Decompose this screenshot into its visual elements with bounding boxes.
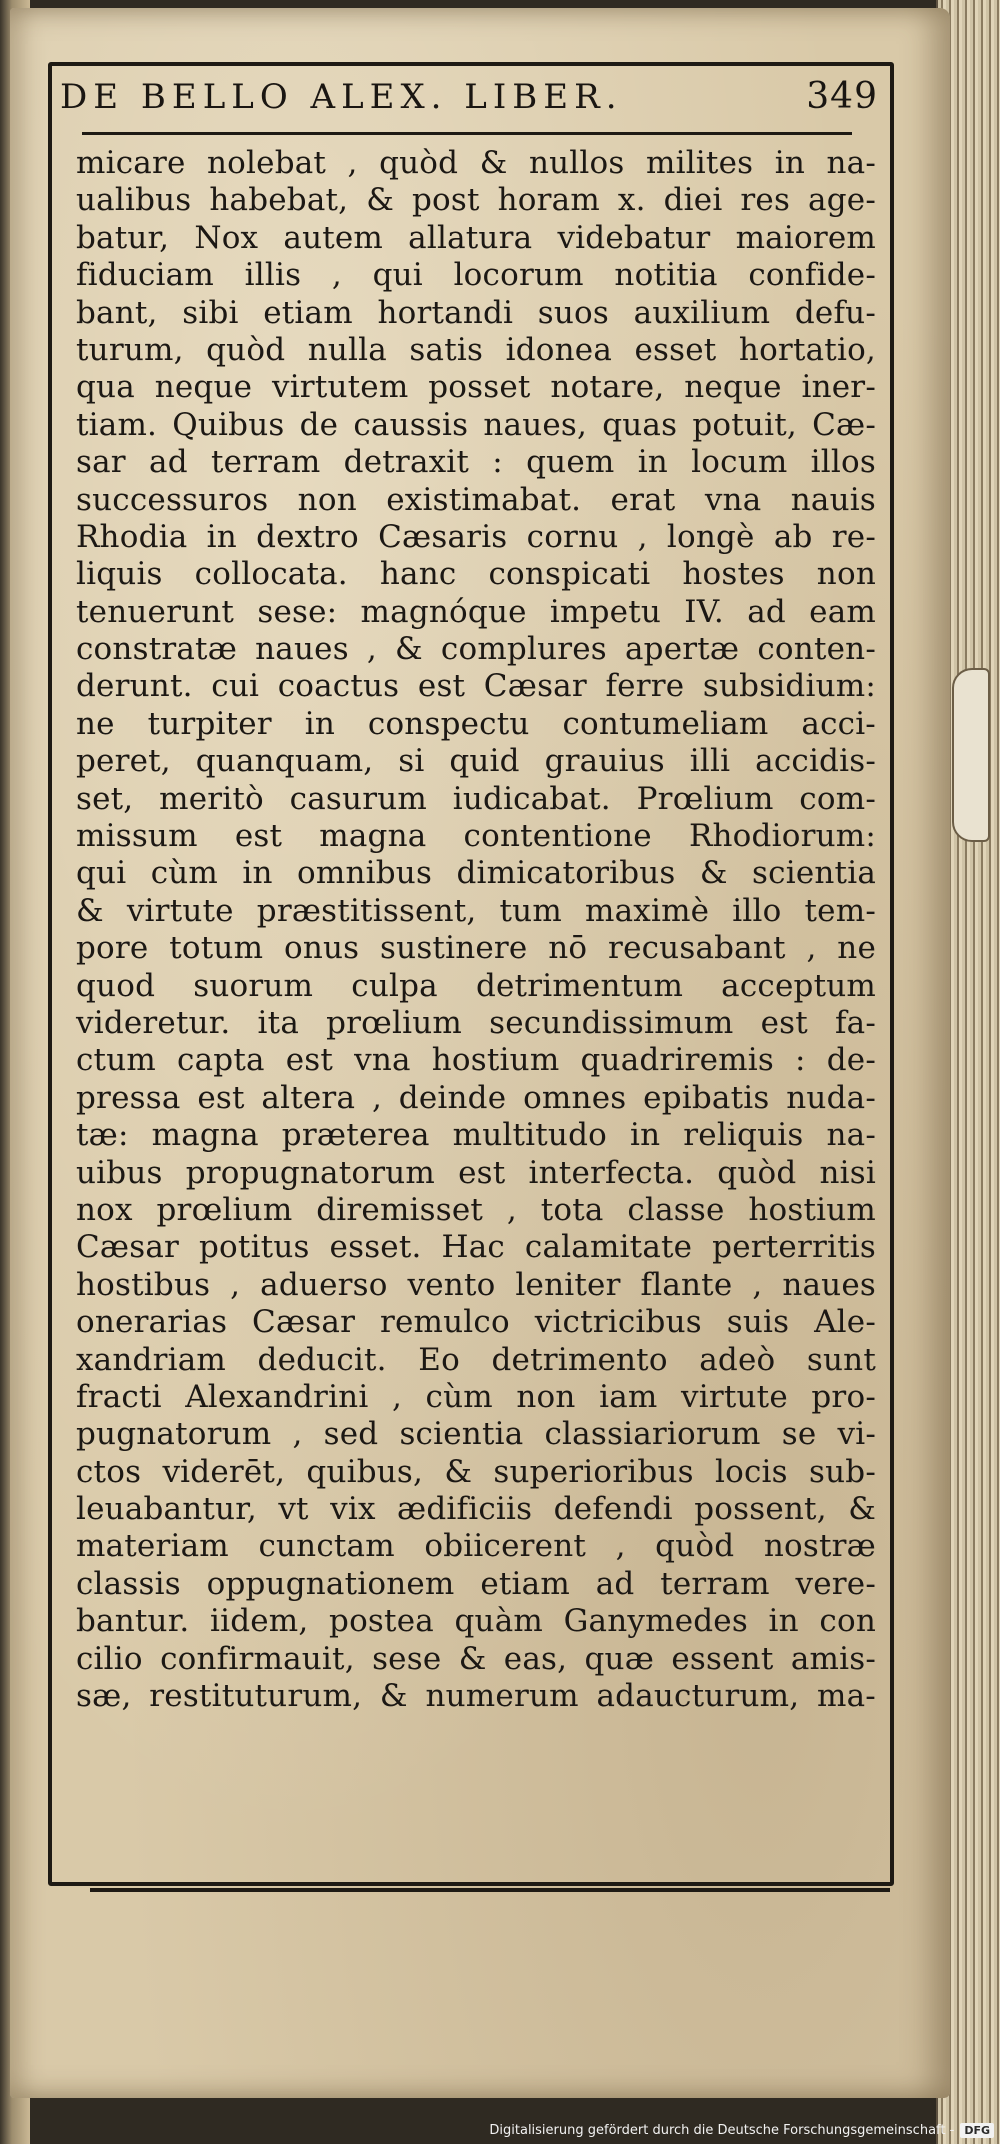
- page-marker-tab: [952, 668, 990, 842]
- text-line: sar ad terram detraxit : quem in locum illos: [76, 444, 876, 481]
- text-line: hostibus , aduerso vento leniter flante , naues: [76, 1266, 876, 1303]
- text-line: & virtute præstitissent, tum maximè illo tem-: [76, 892, 876, 929]
- text-line: Cæsar potitus esset. Hac calamitate perterritis: [76, 1229, 876, 1266]
- text-line: ctos viderēt, quibus, & superioribus locis sub-: [76, 1453, 876, 1490]
- text-line: tæ: magna præterea multitudo in reliquis na-: [76, 1117, 876, 1154]
- text-line: set, meritò casurum iudicabat. Prœlium com-: [76, 780, 876, 817]
- text-line: qui cùm in omnibus dimicatoribus & scientia: [76, 855, 876, 892]
- text-line: peret, quanquam, si quid grauius illi accidis-: [76, 743, 876, 780]
- bottom-rule: [90, 1888, 890, 1892]
- text-line: onerarias Cæsar remulco victricibus suis Ale-: [76, 1304, 876, 1341]
- text-block: [76, 145, 876, 1715]
- text-line: bantur. iidem, postea quàm Ganymedes in con: [76, 1603, 876, 1640]
- text-line: leuabantur, vt vix ædificiis defendi possent, &: [76, 1491, 876, 1528]
- running-title: DE BELLO ALEX. LIBER.: [60, 77, 623, 117]
- text-line: videretur. ita prœlium secundissimum est fa-: [76, 1004, 876, 1041]
- text-line: pugnatorum , sed scientia classiariorum se vi-: [76, 1416, 876, 1453]
- head-rule: [82, 132, 852, 135]
- text-line: liquis collocata. hanc conspicati hostes non: [76, 556, 876, 593]
- text-line: pressa est altera , deinde omnes epibatis nuda-: [76, 1079, 876, 1116]
- digitization-footer: [489, 2120, 994, 2140]
- text-line: successuros non existimabat. erat vna nauis: [76, 481, 876, 518]
- text-line: constratæ naues , & complures apertæ conten-: [76, 631, 876, 668]
- text-line: nox prœlium diremisset , tota classe hostium: [76, 1191, 876, 1228]
- text-line: tenuerunt sese: magnóque impetu IV. ad eam: [76, 593, 876, 630]
- text-line: quod suorum culpa detrimentum acceptum: [76, 967, 876, 1004]
- text-line: xandriam deducit. Eo detrimento adeò sunt: [76, 1341, 876, 1378]
- text-line: ne turpiter in conspectu contumeliam acci-: [76, 705, 876, 742]
- text-line: sæ, restituturum, & numerum adaucturum, ma-: [76, 1678, 876, 1715]
- text-line: materiam cunctam obiicerent , quòd nostræ: [76, 1528, 876, 1565]
- text-line: turum, quòd nulla satis idonea esset hortatio,: [76, 331, 876, 368]
- text-line: tiam. Quibus de caussis naues, quas potuit, Cæ-: [76, 406, 876, 443]
- text-line: ualibus habebat, & post horam x. diei res age-: [76, 182, 876, 219]
- running-head: [60, 76, 878, 136]
- text-line: pore totum onus sustinere nō recusabant , ne: [76, 930, 876, 967]
- text-line: micare nolebat , quòd & nullos milites in na-: [76, 145, 876, 181]
- text-line: cilio confirmauit, sese & eas, quæ essent amis-: [76, 1640, 876, 1677]
- text-line: uibus propugnatorum est interfecta. quòd nisi: [76, 1154, 876, 1191]
- text-line: fiduciam illis , qui locorum notitia confide-: [76, 257, 876, 294]
- dfg-logo: DFG: [960, 2123, 994, 2138]
- text-line: Rhodia in dextro Cæsaris cornu , longè ab re-: [76, 518, 876, 555]
- page-number: 349: [806, 76, 878, 117]
- text-line: missum est magna contentione Rhodiorum:: [76, 818, 876, 855]
- text-line: fracti Alexandrini , cùm non iam virtute pro-: [76, 1378, 876, 1415]
- text-line: qua neque virtutem posset notare, neque iner-: [76, 369, 876, 406]
- text-line: ctum capta est vna hostium quadriremis : de-: [76, 1042, 876, 1079]
- text-line: batur, Nox autem allatura videbatur maiorem: [76, 219, 876, 256]
- footer-credit: Digitalisierung gefördert durch die Deutsche Forschungsgemeinschaft -: [489, 2122, 955, 2138]
- text-line: classis oppugnationem etiam ad terram vere-: [76, 1565, 876, 1602]
- text-line: bant, sibi etiam hortandi suos auxilium defu-: [76, 294, 876, 331]
- text-line: derunt. cui coactus est Cæsar ferre subsidium:: [76, 668, 876, 705]
